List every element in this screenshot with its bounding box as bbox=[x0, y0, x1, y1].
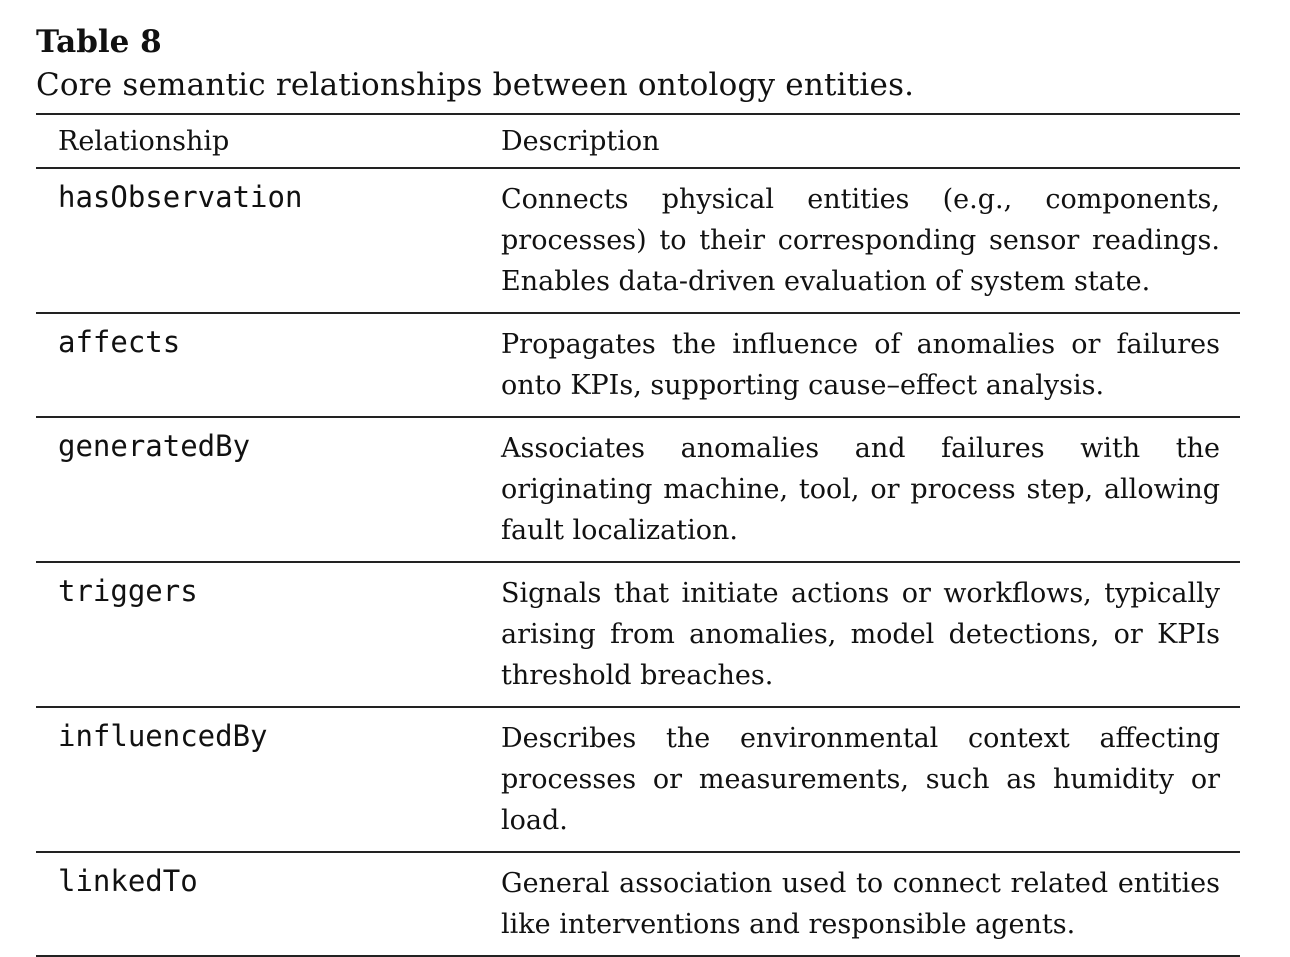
relationship-cell: linkedTo bbox=[36, 852, 479, 956]
table-row bbox=[36, 707, 1240, 852]
relationship-cell: generatedBy bbox=[36, 417, 479, 562]
relationship-cell: hasObservation bbox=[36, 168, 479, 313]
table-row bbox=[36, 168, 1240, 313]
table-caption: Core semantic relationships between ontology entities. bbox=[36, 67, 915, 103]
description-cell: Associates anomalies and failures with the originating machine, tool, or process step, allowing fault localization. bbox=[479, 417, 1240, 562]
description-cell: Describes the environmental context affecting processes or measurements, such as humidity or load. bbox=[479, 707, 1240, 852]
table-row bbox=[36, 852, 1240, 956]
relationship-cell: influencedBy bbox=[36, 707, 479, 852]
table-row bbox=[36, 313, 1240, 417]
description-cell: Connects physical entities (e.g., components, processes) to their corresponding sensor readings. Enables data-driven evaluation of system state. bbox=[479, 168, 1240, 313]
relationships-table bbox=[36, 113, 1240, 957]
table-row bbox=[36, 562, 1240, 707]
relationship-cell: triggers bbox=[36, 562, 479, 707]
header-description: Description bbox=[479, 114, 1240, 168]
relationship-cell: affects bbox=[36, 313, 479, 417]
table-label: Table 8 bbox=[36, 24, 162, 60]
description-cell: Propagates the influence of anomalies or failures onto KPIs, supporting cause–effect analysis. bbox=[479, 313, 1240, 417]
description-cell: Signals that initiate actions or workflows, typically arising from anomalies, model detections, or KPIs threshold breaches. bbox=[479, 562, 1240, 707]
header-relationship: Relationship bbox=[36, 114, 479, 168]
table-row bbox=[36, 417, 1240, 562]
description-cell: General association used to connect related entities like interventions and responsible agents. bbox=[479, 852, 1240, 956]
header-row bbox=[36, 114, 1240, 168]
table-block bbox=[36, 22, 1240, 957]
